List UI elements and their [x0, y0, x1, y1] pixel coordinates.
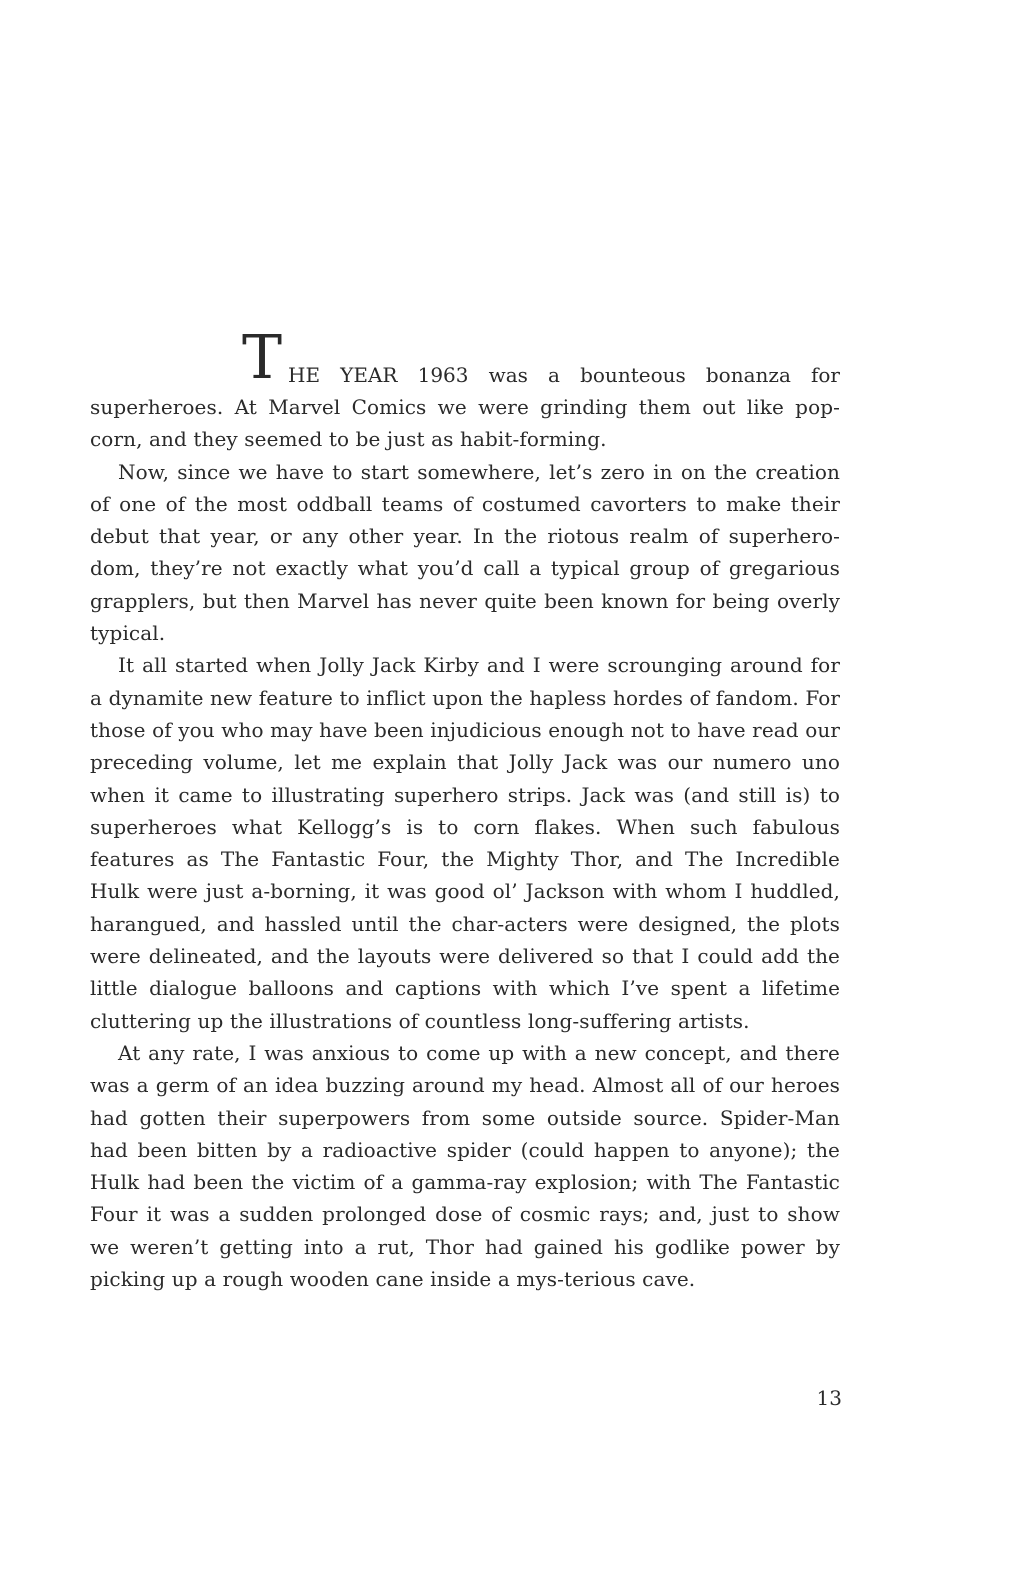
paragraph-3: It all started when Jolly Jack Kirby and I were scrounging around for a dynamite new feature to inflict upon the hapless hordes of fandom. For those of you who may have been injudicious enough not to have read our preceding volume, let me explain that Jolly Jack was our numero uno when it came to illustrating superhero strips. Jack was (and still is) to superheroes what Kellogg’s is to corn flakes. When such fabulous features as The Fantastic Four, the Mighty Thor, and The Incredible Hulk were just a-borning, it was good ol’ Jackson with whom I huddled, harangued, and hassled until the char-acters were designed, the plots were delineated, and the layouts were delivered so that I could add the little dialogue balloons and captions with which I’ve spent a lifetime cluttering up the illustrations of countless long-suffering artists.	[90, 653, 840, 1033]
drop-cap: T	[242, 323, 283, 393]
opening-line	[90, 323, 840, 393]
page-number: 13	[816, 1386, 842, 1410]
paragraph-2: Now, since we have to start somewhere, let’s zero in on the creation of one of the most oddball teams of costumed cavorters to make their debut that year, or any other year. In the riotous realm of superhero-dom, they’re not exactly what you’d call a typical group of gregarious grapplers, but then Marvel has never quite been known for being overly typical.	[90, 459, 840, 646]
paragraph-1-continued: superheroes. At Marvel Comics we were grinding them out like pop-corn, and they seemed to be just as habit-forming.	[90, 395, 840, 452]
opening-line-text: HE YEAR 1963 was a bounteous bonanza for	[288, 363, 840, 387]
body-text	[90, 323, 840, 1295]
paragraph-4: At any rate, I was anxious to come up with a new concept, and there was a germ of an idea buzzing around my head. Almost all of our heroes had gotten their superpowers from some outside source. Spider-Man had been bitten by a radioactive spider (could happen to anyone); the Hulk had been the victim of a gamma-ray explosion; with The Fantastic Four it was a sudden prolonged dose of cosmic rays; and, just to show we weren’t getting into a rut, Thor had gained his godlike power by picking up a rough wooden cane inside a mys-terious cave.	[90, 1040, 840, 1292]
